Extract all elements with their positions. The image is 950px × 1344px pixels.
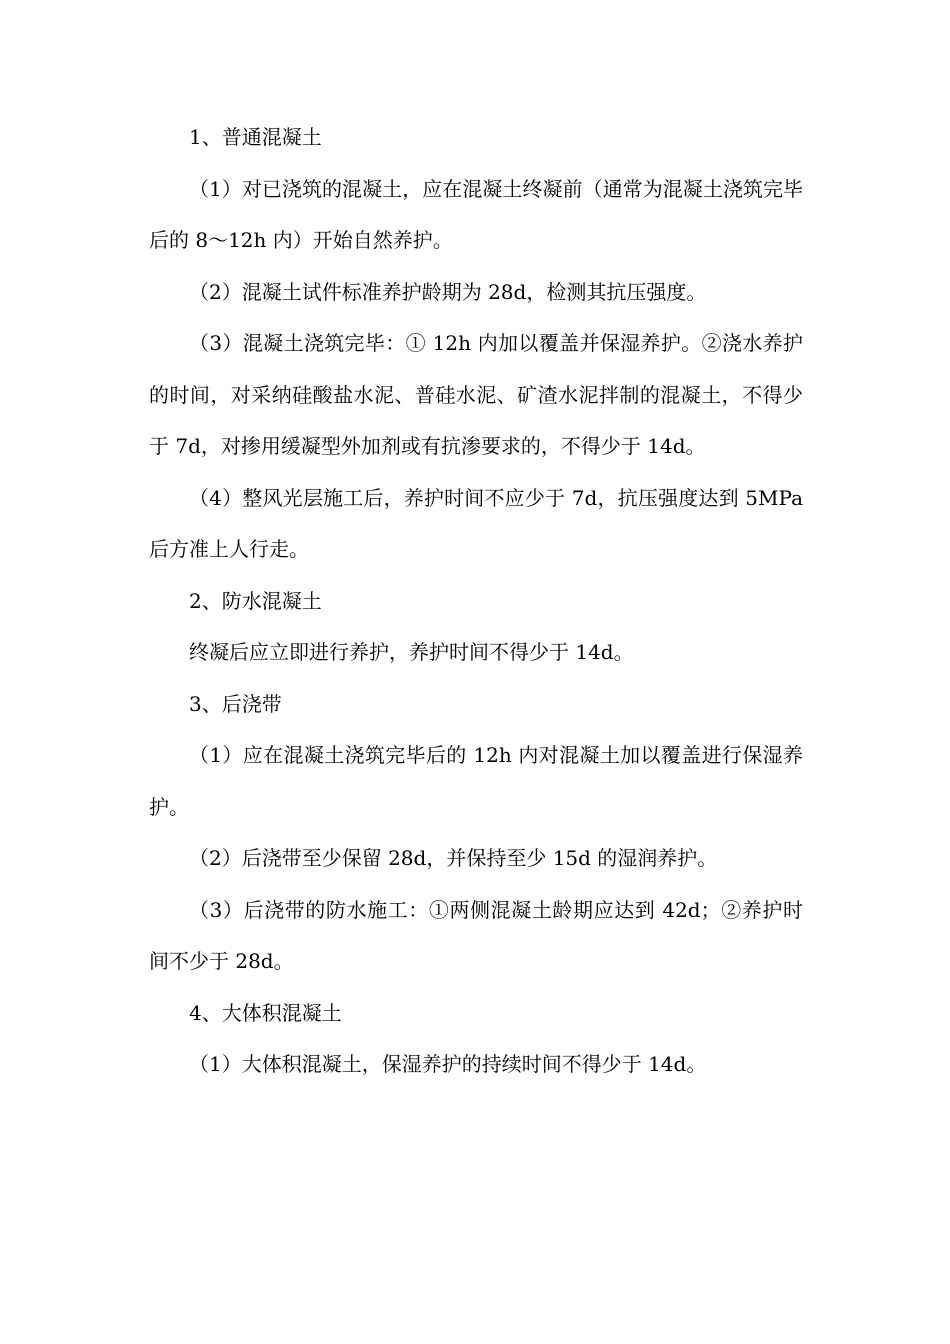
- paragraph-mass-concrete-curing: （1）大体积混凝土，保湿养护的持续时间不得少于 14d。: [189, 1052, 707, 1076]
- paragraph-strip-retention: （2）后浇带至少保留 28d，并保持至少 15d 的湿润养护。: [189, 846, 718, 870]
- paragraph-strip-covering: （1）应在混凝土浇筑完毕后的 12h 内对混凝土加以覆盖进行保湿养护。: [149, 743, 803, 819]
- section-heading-post-pouring-strip: 3、后浇带: [189, 691, 282, 716]
- section-heading-ordinary-concrete: 1、普通混凝土: [189, 125, 322, 149]
- document-body: [149, 112, 803, 1091]
- section-heading-mass-concrete: 4、大体积混凝土: [189, 1000, 342, 1025]
- paragraph-strip-waterproofing: （3）后浇带的防水施工：①两侧混凝土龄期应达到 42d；②养护时间不少于 28d。: [149, 897, 803, 973]
- paragraph-watering-curing: （3）混凝土浇筑完毕：① 12h 内加以覆盖并保湿养护。②浇水养护的时间，对采纳硅酸盐水泥、普硅水泥、矿渣水泥拌制的混凝土，不得少于 7d，对掺用缓凝型外加剂或有抗渗要求的，不得少于 14d。: [149, 331, 803, 458]
- section-heading-waterproof-concrete: 2、防水混凝土: [189, 588, 322, 613]
- paragraph-leveling-layer: （4）整风光层施工后，养护时间不应少于 7d，抗压强度达到 5MPa 后方准上人行走。: [149, 485, 803, 561]
- paragraph-standard-curing-age: （2）混凝土试件标准养护龄期为 28d，检测其抗压强度。: [189, 279, 707, 304]
- paragraph-waterproof-curing: 终凝后应立即进行养护，养护时间不得少于 14d。: [189, 640, 634, 664]
- paragraph-curing-start: （1）对已浇筑的混凝土，应在混凝土终凝前（通常为混凝土浇筑完毕后的 8～12h 内）开始自然养护。: [149, 176, 803, 252]
